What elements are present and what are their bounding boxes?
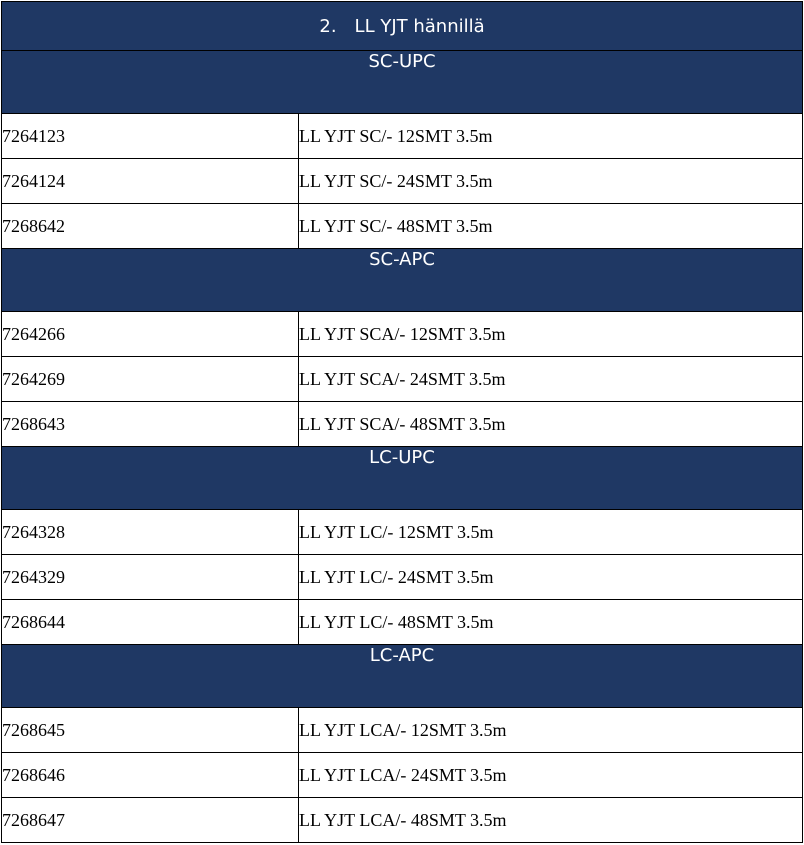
product-name: LL YJT LCA/- 48SMT 3.5m: [299, 798, 803, 843]
product-name: LL YJT LCA/- 24SMT 3.5m: [299, 753, 803, 798]
product-code: 7264328: [2, 510, 299, 555]
product-name: LL YJT SCA/- 12SMT 3.5m: [299, 312, 803, 357]
table-row: [2, 159, 803, 204]
product-code: 7264329: [2, 555, 299, 600]
table-row: [2, 402, 803, 447]
product-code: 7268645: [2, 708, 299, 753]
product-code: 7264124: [2, 159, 299, 204]
product-name: LL YJT SCA/- 24SMT 3.5m: [299, 357, 803, 402]
product-code: 7268646: [2, 753, 299, 798]
product-name: LL YJT SCA/- 48SMT 3.5m: [299, 402, 803, 447]
product-code: 7264123: [2, 114, 299, 159]
product-code: 7268647: [2, 798, 299, 843]
table-row: [2, 510, 803, 555]
section-header-row: [2, 51, 803, 114]
product-name: LL YJT SC/- 24SMT 3.5m: [299, 159, 803, 204]
product-code: 7268643: [2, 402, 299, 447]
table-row: [2, 798, 803, 843]
product-table: [1, 1, 803, 843]
product-name: LL YJT SC/- 12SMT 3.5m: [299, 114, 803, 159]
section-header-row: [2, 447, 803, 510]
table-row: [2, 600, 803, 645]
product-name: LL YJT LC/- 24SMT 3.5m: [299, 555, 803, 600]
section-header: LC-UPC: [2, 447, 803, 510]
product-code: 7264266: [2, 312, 299, 357]
table-row: [2, 555, 803, 600]
section-header: LC-APC: [2, 645, 803, 708]
product-name: LL YJT LCA/- 12SMT 3.5m: [299, 708, 803, 753]
table-row: [2, 114, 803, 159]
product-name: LL YJT SC/- 48SMT 3.5m: [299, 204, 803, 249]
table-row: [2, 204, 803, 249]
table-row: [2, 753, 803, 798]
product-code: 7264269: [2, 357, 299, 402]
product-code: 7268644: [2, 600, 299, 645]
title-row: [2, 2, 803, 51]
table-title: 2. LL YJT hännillä: [2, 2, 803, 51]
section-header: SC-UPC: [2, 51, 803, 114]
table-row: [2, 312, 803, 357]
product-code: 7268642: [2, 204, 299, 249]
table-row: [2, 708, 803, 753]
section-header: SC-APC: [2, 249, 803, 312]
product-name: LL YJT LC/- 12SMT 3.5m: [299, 510, 803, 555]
product-name: LL YJT LC/- 48SMT 3.5m: [299, 600, 803, 645]
section-header-row: [2, 645, 803, 708]
section-header-row: [2, 249, 803, 312]
table-row: [2, 357, 803, 402]
